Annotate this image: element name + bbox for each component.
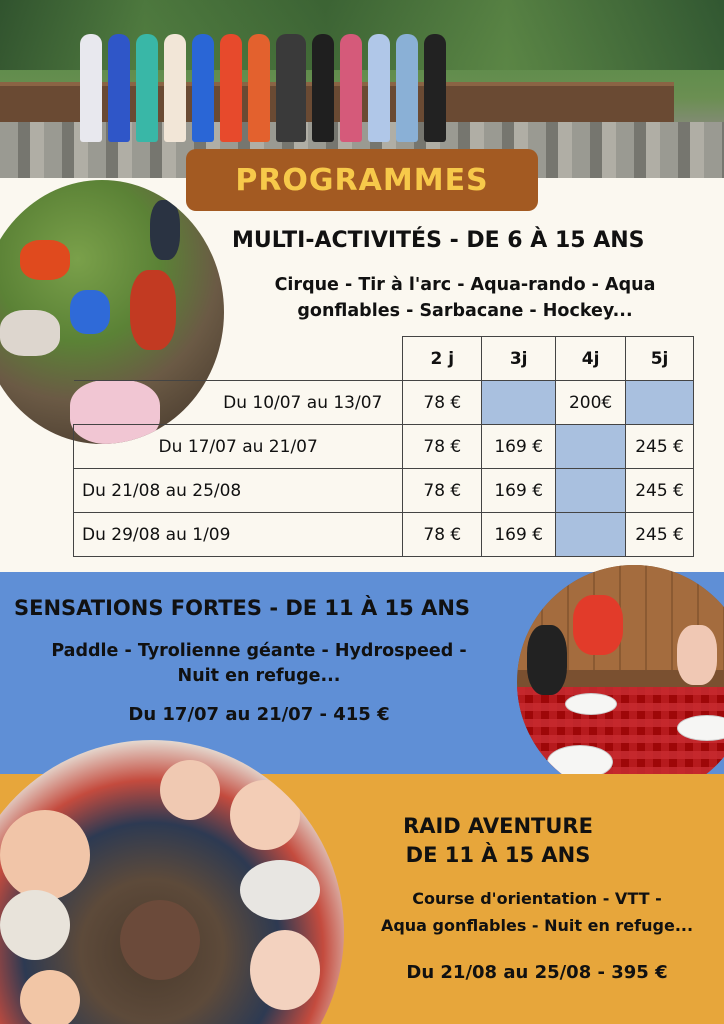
- raid-title: [360, 812, 636, 870]
- row-date-label: Du 29/08 au 1/09: [74, 513, 403, 557]
- raid-title-line-2: DE 11 À 15 ANS: [405, 843, 591, 867]
- raid-date-price: Du 21/08 au 25/08 - 395 €: [406, 962, 668, 983]
- price-cell-empty: [556, 513, 626, 557]
- price-table: [73, 336, 694, 557]
- price-cell-empty: [556, 425, 626, 469]
- row-date-label: Du 10/07 au 13/07: [74, 381, 403, 425]
- raid-activities-line-2: Aqua gonflables - Nuit en refuge...: [380, 916, 694, 935]
- price-cell: 169 €: [482, 425, 556, 469]
- raid-activities-line-1: Course d'orientation - VTT -: [412, 889, 662, 908]
- multi-activities-title: MULTI-ACTIVITÉS - DE 6 À 15 ANS: [232, 228, 645, 253]
- sensations-activities-line-1: Paddle - Tyrolienne géante - Hydrospeed -: [51, 641, 467, 661]
- table-corner: [74, 337, 403, 381]
- table-row: [74, 513, 694, 557]
- sensations-title: SENSATIONS FORTES - DE 11 À 15 ANS: [14, 596, 471, 620]
- multi-activities-line-2: gonflables - Sarbacane - Hockey...: [297, 301, 633, 321]
- table-header-row: [74, 337, 694, 381]
- price-cell: 245 €: [626, 513, 694, 557]
- table-row: [74, 469, 694, 513]
- price-cell: 200€: [556, 381, 626, 425]
- price-cell-empty: [482, 381, 556, 425]
- row-date-label: Du 21/08 au 25/08: [74, 469, 403, 513]
- header-3-days: 3j: [482, 337, 556, 381]
- refuge-dinner-photo: [517, 565, 724, 799]
- price-cell: 78 €: [403, 425, 482, 469]
- price-cell-empty: [626, 381, 694, 425]
- header-5-days: 5j: [626, 337, 694, 381]
- sensations-activities-line-2: Nuit en refuge...: [177, 666, 341, 686]
- price-cell: 169 €: [482, 469, 556, 513]
- price-cell: 78 €: [403, 469, 482, 513]
- price-cell-empty: [556, 469, 626, 513]
- sensations-date-price: Du 17/07 au 21/07 - 415 €: [128, 704, 390, 725]
- programmes-banner-label: PROGRAMMES: [235, 162, 489, 198]
- price-cell: 245 €: [626, 425, 694, 469]
- table-row: [74, 381, 694, 425]
- price-cell: 245 €: [626, 469, 694, 513]
- price-cell: 78 €: [403, 513, 482, 557]
- multi-activities-line-1: Cirque - Tir à l'arc - Aqua-rando - Aqua: [274, 275, 656, 295]
- raid-activities-list: [352, 885, 722, 939]
- row-date-label: Du 17/07 au 21/07: [74, 425, 403, 469]
- multi-activities-list: [232, 272, 698, 324]
- programmes-banner: [186, 149, 538, 211]
- price-cell: 78 €: [403, 381, 482, 425]
- hero-children: [80, 22, 580, 142]
- raid-title-line-1: RAID AVENTURE: [403, 814, 593, 838]
- price-cell: 169 €: [482, 513, 556, 557]
- table-row: [74, 425, 694, 469]
- sensations-activities-list: [14, 639, 504, 689]
- header-4-days: 4j: [556, 337, 626, 381]
- header-2-days: 2 j: [403, 337, 482, 381]
